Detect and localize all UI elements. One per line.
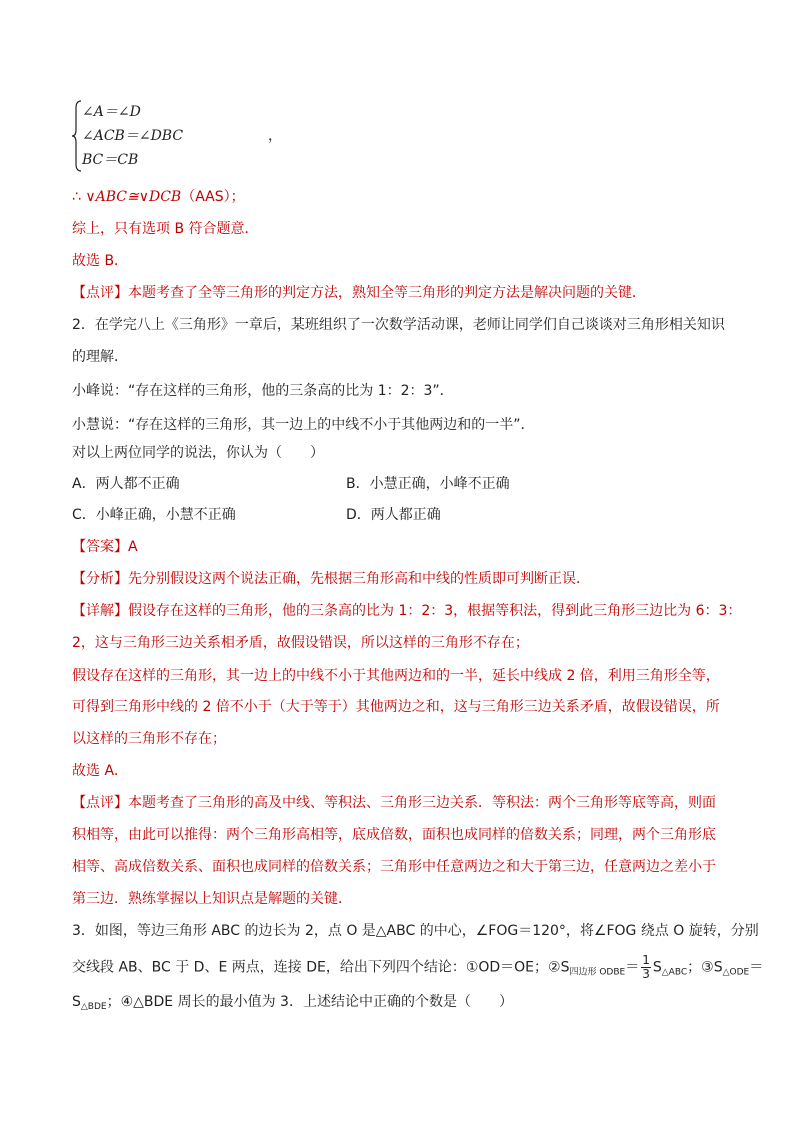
congruence-reason: （AAS）； [181, 189, 245, 205]
q2-stem-line-1: 2．在学完八上《三角形》一章后，某班组织了一次数学活动课，老师让同学们自己谈谈对三角形相关知识 [72, 317, 725, 333]
q2-xiaofeng-statement: 小峰说：“存在这样的三角形，他的三条高的比为 1：2：3”． [72, 383, 454, 399]
q3-equals-2: ＝ [749, 959, 764, 976]
q2-option-b: B．小慧正确，小峰不正确 [346, 476, 510, 492]
q3-line-2-text: 交线段 AB、BC 于 D、E 两点，连接 DE，给出下列四个结论：①OD＝OE；②S [72, 959, 570, 976]
q2-comment-line-1 [72, 793, 716, 813]
q2-option-c: C．小峰正确，小慧不正确 [72, 507, 236, 523]
q1-summary: 综上，只有选项 B 符合题意． [72, 221, 259, 237]
analysis-text: 先分别假设这两个说法正确，先根据三角形高和中线的性质即可判断正误． [128, 571, 590, 587]
detail-label: 【详解】 [72, 603, 128, 619]
q2-option-d: D．两人都正确 [346, 507, 441, 523]
q2-answer [72, 537, 138, 557]
q2-option-a: A．两人都不正确 [72, 476, 180, 492]
q2-comment-line-3: 相等、高成倍数关系、面积也成同样的倍数关系；三角形中任意两边之和大于第三边，任意两边之差小于 [72, 859, 716, 875]
q2-detail-line-5: 以这样的三角形不存在； [72, 731, 226, 747]
q3-subscript-abc: △ABC [661, 967, 688, 978]
one-third-fraction [641, 954, 651, 981]
q2-detail-line-3: 假设存在这样的三角形，其一边上的中线不小于其他两边和的一半，延长中线成 2 倍，利用三角形全等， [72, 668, 720, 684]
left-brace-icon [72, 100, 82, 172]
comment-text: 本题考查了全等三角形的判定方法，熟知全等三角形的判定方法是解决问题的关键． [128, 285, 646, 301]
q3-area-symbol-2: S [72, 994, 81, 1010]
q3-line-2 [72, 954, 763, 983]
q2-question: 对以上两位同学的说法，你认为（ ） [72, 445, 324, 461]
q2-xiaohui-statement: 小慧说：“存在这样的三角形，其一边上的中线不小于其他两边和的一半”． [72, 417, 535, 433]
q3-line-1: 3．如图，等边三角形 ABC 的边长为 2，点 O 是△ABC 的中心，∠FOG＝120°，将∠FOG 绕点 O 旋转，分别 [72, 923, 759, 939]
q3-item-3: ；③S [687, 959, 723, 976]
fraction-numerator: 1 [642, 953, 650, 967]
therefore-symbol: ∴ [72, 189, 81, 205]
q2-analysis [72, 569, 590, 589]
q2-choose: 故选 A． [72, 763, 129, 779]
q2-detail-line-2: 2，这与三角形三边关系相矛盾，故假设错误，所以这样的三角形不存在； [72, 635, 529, 651]
q2-comment-label: 【点评】 [72, 795, 128, 811]
congruence-expression: ∨ABC≅∨DCB [85, 189, 182, 205]
equation-row-1: ∠A＝∠D [82, 104, 141, 120]
q1-comment [72, 283, 646, 303]
q2-comment-line-4: 第三边．熟练掌握以上知识点是解题的关键． [72, 891, 352, 907]
q3-area-symbol: S [652, 959, 662, 976]
q3-line-3 [72, 992, 513, 1017]
q3-subscript-bde: △BDE [80, 1002, 107, 1012]
q3-subscript-quad: 四边形 ODBE [569, 967, 626, 978]
congruence-conclusion [72, 187, 245, 207]
equation-trailing-comma: ， [268, 128, 282, 144]
q2-comment-text-1: 本题考查了三角形的高及中线、等积法、三角形三边关系．等积法：两个三角形等底等高，则面 [128, 795, 716, 811]
q2-comment-line-2: 积相等，由此可以推得：两个三角形高相等，底成倍数，面积也成同样的倍数关系；同理，两个三角形底 [72, 827, 716, 843]
q2-detail-line-1 [72, 601, 741, 621]
answer-value: A [128, 539, 138, 555]
fraction-denominator: 3 [642, 967, 650, 981]
q2-stem-line-2: 的理解． [72, 349, 128, 365]
equation-row-2: ∠ACB＝∠DBC [82, 128, 184, 144]
q2-detail-line-4: 可得到三角形中线的 2 倍不小于（大于等于）其他两边之和，这与三角形三边关系矛盾，故假设错误，所 [72, 699, 720, 715]
detail-text-1: 假设存在这样的三角形，他的三条高的比为 1：2：3，根据等积法，得到此三角形三边比为 6：3： [128, 603, 742, 619]
q3-equals: ＝ [625, 959, 640, 976]
analysis-label: 【分析】 [72, 571, 128, 587]
q3-line-3-text: ；④△BDE 周长的最小值为 3．上述结论中正确的个数是（ ） [106, 994, 513, 1010]
q1-choose: 故选 B． [72, 253, 129, 269]
q3-subscript-ode: △ODE [722, 967, 750, 978]
comment-label: 【点评】 [72, 285, 128, 301]
answer-label: 【答案】 [72, 539, 128, 555]
equation-row-3: BC＝CB [82, 152, 139, 168]
